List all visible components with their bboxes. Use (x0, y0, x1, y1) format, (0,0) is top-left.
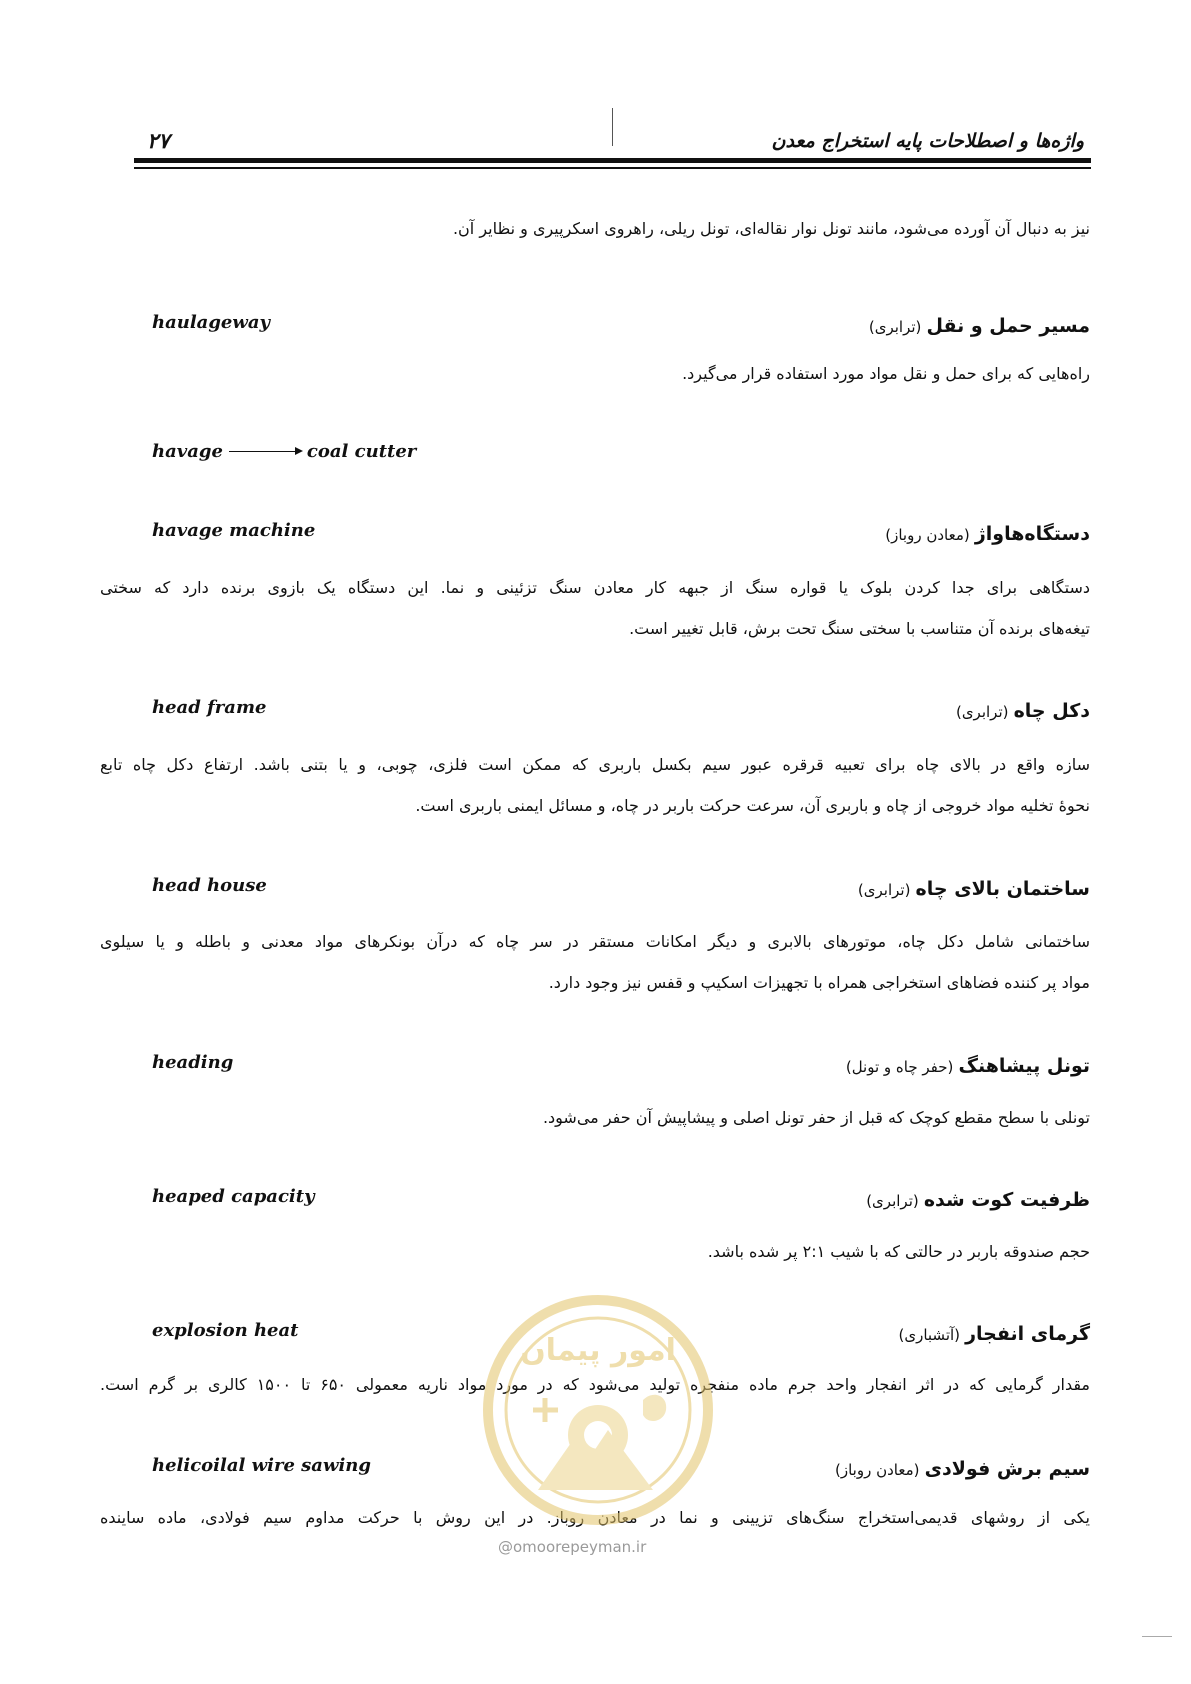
entry-term-en: heading (152, 1052, 234, 1073)
entry-field: (ترابری) (955, 703, 1009, 721)
header-rule-thin (134, 167, 1091, 169)
entry-term-en: explosion heat (152, 1320, 299, 1341)
entry-definition-line: تیغه‌های برنده آن متناسب با سختی سنگ تحت برش، قابل تغییر است. (629, 619, 1090, 638)
entry-heading (869, 315, 1090, 337)
entry-term-fa: ظرفیت کوت شده (923, 1189, 1090, 1211)
cross-reference (152, 441, 416, 462)
entry-term-fa: ساختمان بالای چاه (915, 878, 1090, 900)
header-rule-thick (134, 158, 1091, 163)
entry-heading (885, 523, 1090, 545)
entry-heading (866, 1189, 1090, 1211)
entry-term-fa: سیم برش فولادی (924, 1458, 1090, 1480)
entry-definition-line: یکی از روشهای قدیمی‌استخراج سنگ‌های تزیینی و نما در معادن روباز. در این روش با حرکت مداوم سیم فولادی، ماده ساینده (100, 1508, 1090, 1527)
entry-definition-line: راه‌هایی که برای حمل و نقل مواد مورد استفاده قرار می‌گیرد. (682, 364, 1090, 383)
entry-heading (858, 878, 1090, 900)
entry-term-fa: دستگاه‌هاواژ (974, 523, 1090, 545)
entry-heading (956, 700, 1090, 722)
xref-to: coal cutter (306, 441, 417, 462)
entry-field: (حفر چاه و تونل) (845, 1058, 954, 1076)
entry-definition-line: نحوهٔ تخلیه مواد خروجی از چاه و باربری آن، سرعت حرکت باربر در چاه، و مسائل ایمنی باربری است. (415, 796, 1090, 815)
entry-field: (معادن روباز) (835, 1461, 920, 1479)
continuation-text: نیز به دنبال آن آورده می‌شود، مانند تونل نوار نقاله‌ای، تونل ریلی، راهروی اسکرپیری و نظایر آن. (452, 219, 1090, 238)
watermark-logo-icon (478, 1290, 718, 1530)
entry-term-fa: گرمای انفجار (965, 1323, 1090, 1345)
entry-field: (معادن روباز) (885, 526, 970, 544)
entry-heading (835, 1458, 1090, 1480)
header-divider (612, 108, 613, 146)
entry-heading (846, 1055, 1090, 1077)
entry-definition-line: تونلی با سطح مقطع کوچک که قبل از حفر تونل اصلی و پیشاپیش آن حفر می‌شود. (542, 1108, 1090, 1127)
entry-definition-line: حجم صندوقه باربر در حالتی که با شیب ۲:۱ پر شده باشد. (707, 1242, 1090, 1261)
entry-term-fa: دکل چاه (1013, 700, 1090, 722)
entry-term-fa: تونل پیشاهنگ (958, 1055, 1090, 1077)
entry-field: (ترابری) (857, 881, 911, 899)
entry-term-en: havage machine (152, 520, 316, 541)
entry-definition-line: مواد پر کننده فضاهای استخراجی همراه با تجهیزات اسکیپ و قفس نیز وجود دارد. (548, 973, 1090, 992)
entry-heading (899, 1323, 1091, 1345)
entry-definition-line: سازه واقع در بالای چاه برای تعبیه قرقره عبور سیم بکسل باربری که ممکن است فلزی، چوبی، و یا بتنی باشد. ارتفاع دکل چاه تابع (100, 755, 1090, 774)
entry-term-en: haulageway (152, 312, 270, 333)
entry-field: (ترابری) (868, 318, 922, 336)
arrow-right-icon (229, 451, 301, 452)
running-header-title: واژه‌ها و اصطلاحات پایه استخراج معدن (771, 130, 1084, 152)
entry-field: (آتشباری) (898, 1326, 961, 1344)
entry-term-fa: مسیر حمل و نقل (926, 315, 1090, 337)
watermark-logo-text: امور پیمان (520, 1333, 676, 1368)
entry-definition-line: ساختمانی شامل دکل چاه، موتورهای بالابری و دیگر امکانات مستقر در سر چاه که درآن بونکرهای مواد معدنی و باطله و یا سیلوی (100, 932, 1090, 951)
entry-definition-line: دستگاهی برای جدا کردن بلوک یا قواره سنگ از جبهه کار معادن سنگ تزئینی و نما. این دستگاه یک بازوی برنده دارد که سختی (100, 578, 1090, 597)
entry-term-en: heaped capacity (152, 1186, 315, 1207)
entry-field: (ترابری) (866, 1192, 919, 1210)
entry-term-en: head frame (152, 697, 267, 718)
watermark-site: @omoorepeyman.ir (498, 1538, 647, 1556)
entry-definition-line: مقدار گرمایی که در اثر انفجار واحد جرم ماده منفجره تولید می‌شود که در مورد مواد ناریه معمولی ۶۵۰ تا ۱۵۰۰ کالری بر گرم است. (100, 1375, 1091, 1394)
xref-from: havage (152, 441, 223, 462)
entry-term-en: head house (152, 875, 267, 896)
entry-term-en: helicoilal wire sawing (152, 1455, 371, 1476)
page-number: ۲۷ (147, 128, 170, 153)
corner-mark (1142, 1636, 1172, 1637)
